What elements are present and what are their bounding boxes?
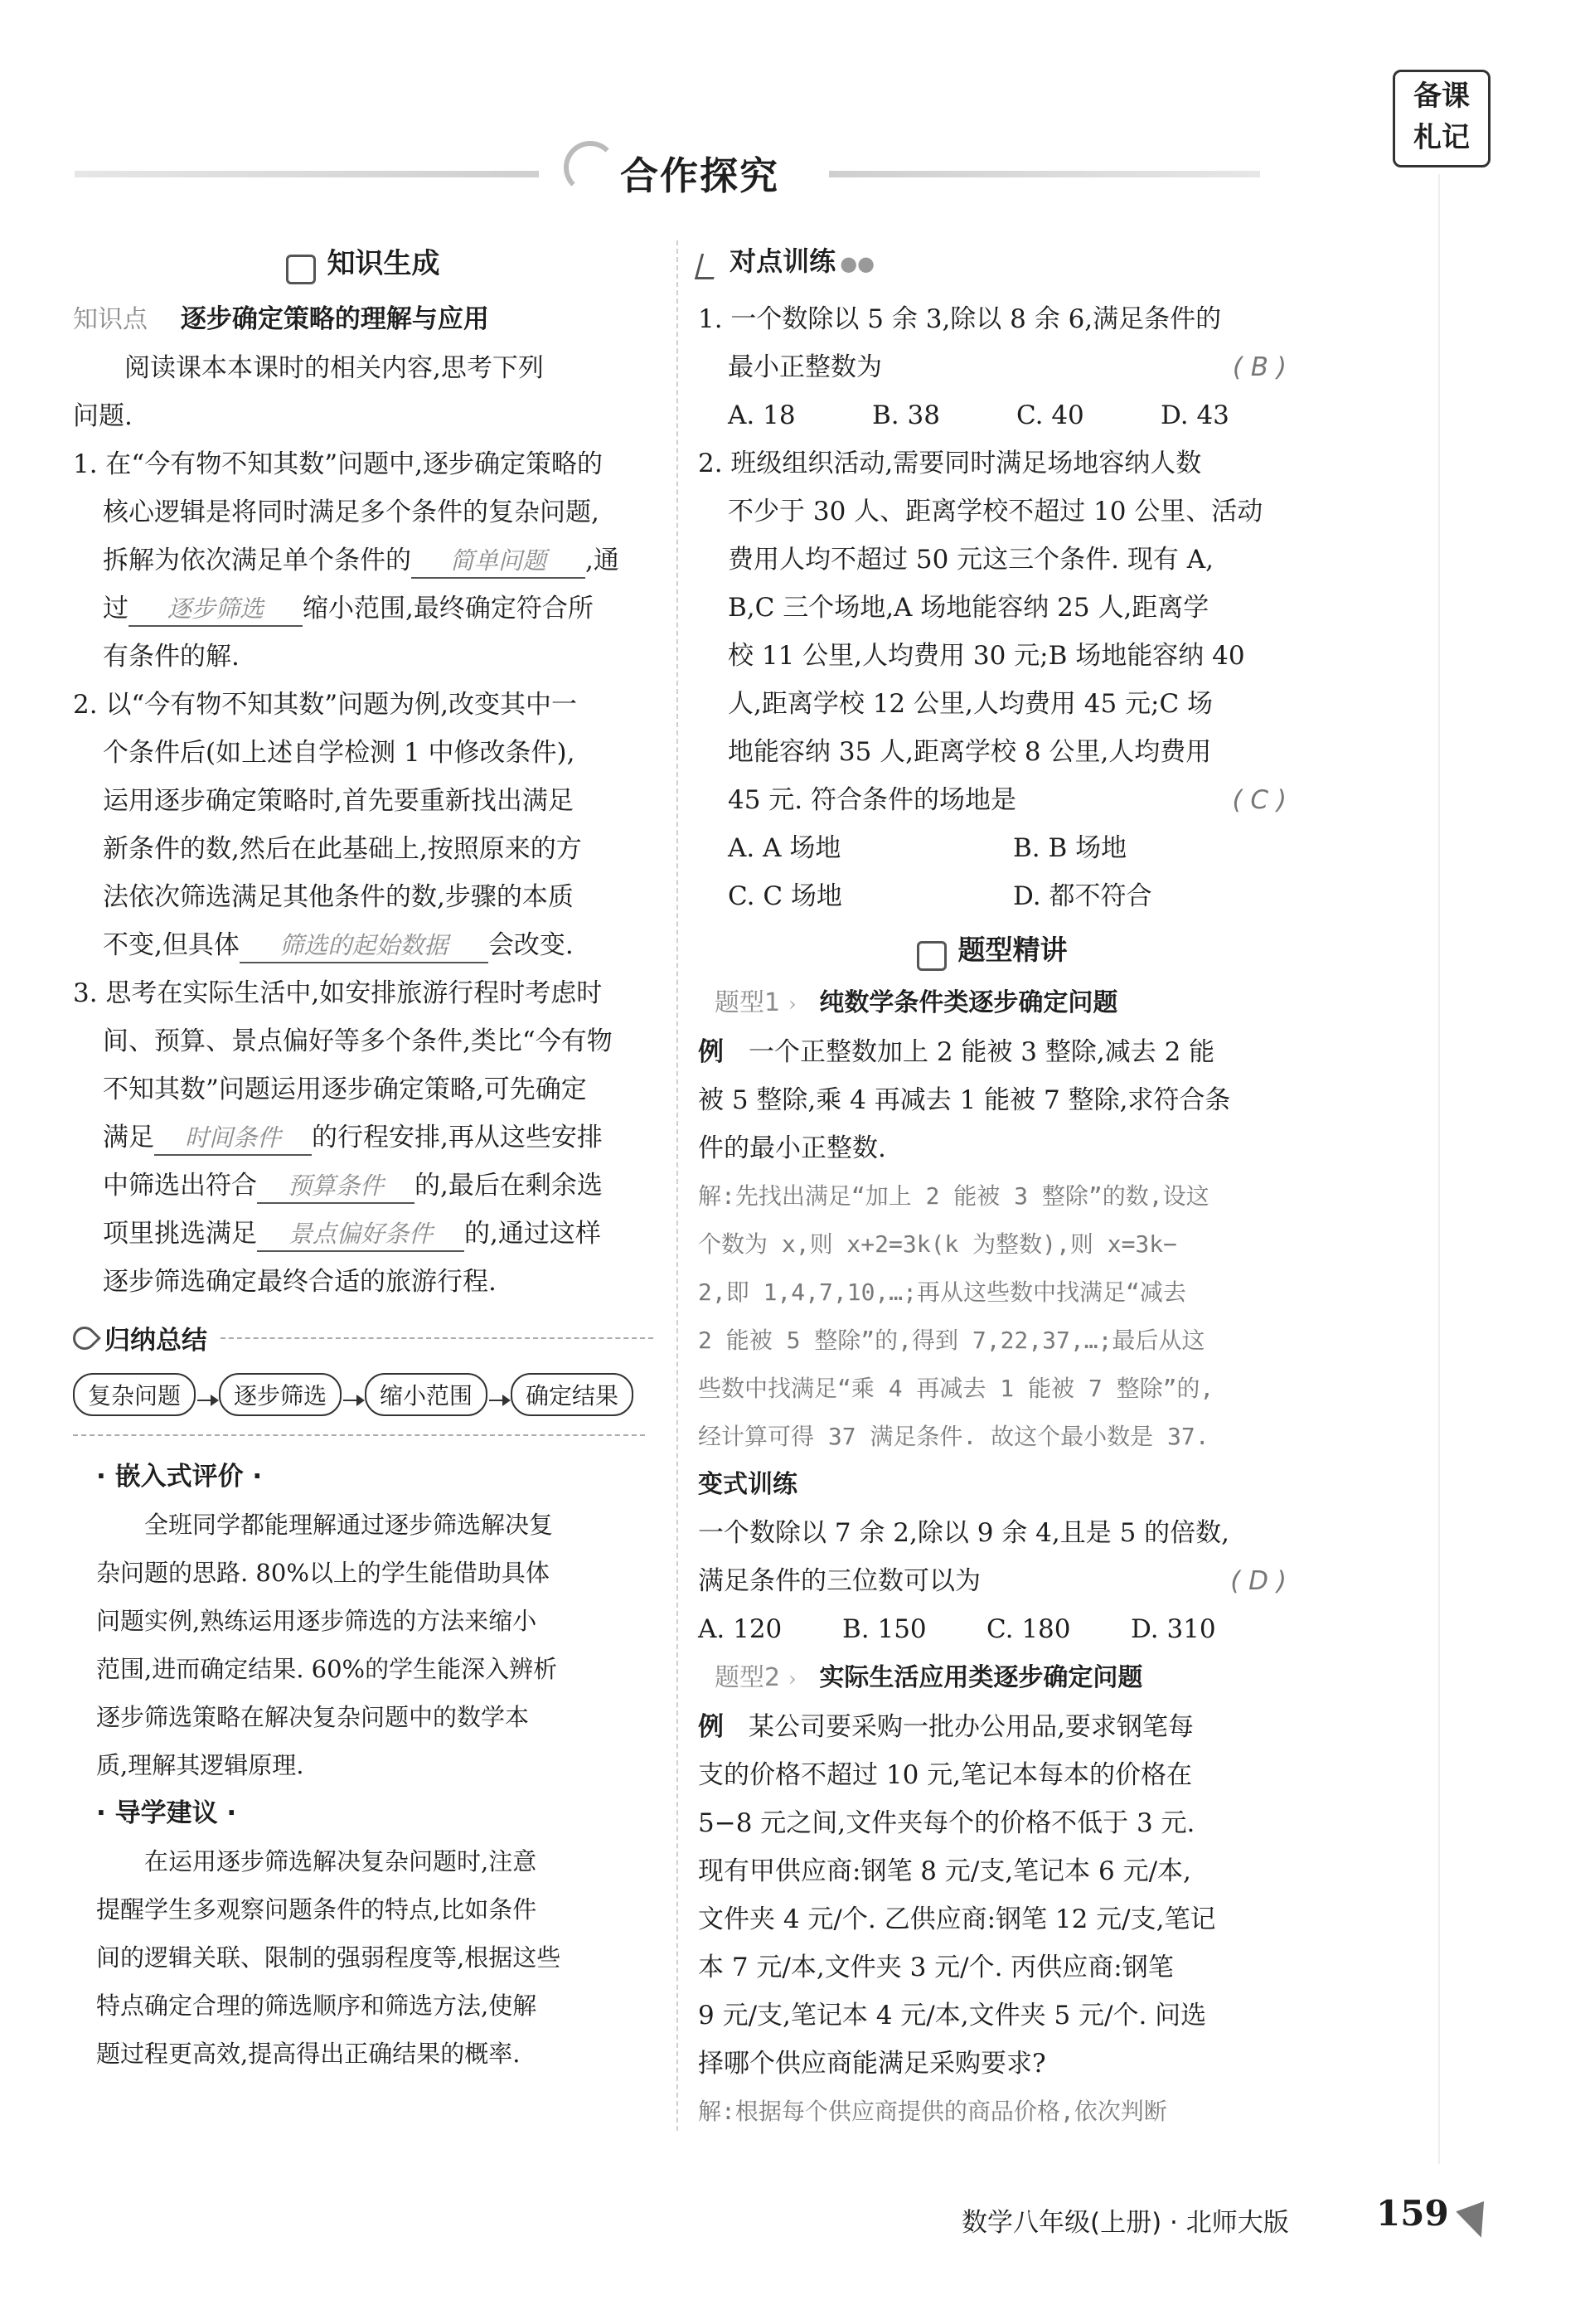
header-rule-right: [829, 171, 1260, 177]
q2-line-5: 法依次筛选满足其他条件的数,步骤的本质: [103, 882, 574, 912]
practice-header: [698, 240, 1287, 290]
variant-line-1: 一个数除以 7 余 2,除以 9 余 4,且是 5 的倍数,: [698, 1518, 1230, 1548]
summary-title: 归纳总结: [104, 1326, 207, 1356]
evaluation-line-5: 逐步筛选策略在解决复杂问题中的数学本: [96, 1703, 530, 1731]
intro-line-1: 阅读课本本课时的相关内容,思考下列: [124, 353, 544, 383]
variant-option-d: D. 310: [1131, 1614, 1216, 1644]
summary-top-rule: [221, 1337, 653, 1339]
p1-option-d: D. 43: [1161, 400, 1229, 430]
example1-line-3: 件的最小正整数.: [698, 1133, 886, 1163]
p2-line-7: 地能容纳 35 人,距离学校 8 公里,人均费用: [728, 737, 1212, 767]
example2-line-3: 5−8 元之间,文件夹每个的价格不低于 3 元.: [698, 1808, 1195, 1838]
p1-options: [698, 391, 1287, 439]
p2-line-4: B,C 三个场地,A 场地能容纳 25 人,距离学: [728, 593, 1209, 623]
notes-badge-line1: 备课: [1413, 80, 1470, 113]
q1-line-4: [73, 585, 653, 633]
q2-line-6-b: 会改变.: [487, 930, 574, 960]
knowledge-point-heading: [73, 295, 653, 344]
knowledge-section-header: [73, 240, 653, 290]
p2-line-8-text: 45 元. 符合条件的场地是: [728, 785, 1017, 815]
solution1-line-6: 经计算可得 37 满足条件. 故这个最小数是 37.: [698, 1423, 1209, 1450]
q1-line-5: 有条件的解.: [103, 642, 240, 672]
p2-line-2: 不少于 30 人、距离学校不超过 10 公里、活动: [728, 497, 1263, 526]
q2-line-3: 运用逐步确定策略时,首先要重新找出满足: [103, 786, 574, 816]
solution1-line-1: 解:先找出满足“加上 2 能被 3 整除”的数,设这: [698, 1182, 1209, 1210]
q1-line-4-b: 缩小范围,最终确定符合所: [303, 594, 594, 623]
evaluation-line-1: 全班同学都能理解通过逐步筛选解决复: [144, 1511, 554, 1539]
solution1-line-4: 2 能被 5 整除”的,得到 7,22,37,…;最后从这: [698, 1327, 1205, 1354]
q1-line-3-b: ,通: [585, 546, 619, 575]
q3-blank-3[interactable]: 景点偏好条件: [257, 1217, 464, 1252]
question-2: [73, 681, 653, 969]
evaluation-line-3: 问题实例,熟练运用逐步筛选的方法来缩小: [96, 1607, 537, 1635]
example2-line-2: 支的价格不超过 10 元,笔记本每本的价格在: [698, 1760, 1193, 1790]
knowledge-point-tag: 知识点: [73, 305, 148, 334]
p1-line-1: 1. 一个数除以 5 余 3,除以 8 余 6,满足条件的: [698, 304, 1222, 334]
practice-2: [698, 439, 1287, 920]
type1-heading: [698, 978, 1287, 1028]
q3-line-5-b: 的,最后在剩余选: [414, 1171, 603, 1201]
p2-options-row-1: [698, 824, 1287, 872]
example2-line-5: 文件夹 4 元/个. 乙供应商:钢笔 12 元/支,笔记: [698, 1904, 1216, 1934]
practice-1: [698, 295, 1287, 439]
q3-line-4: [73, 1113, 653, 1162]
chevron-right-icon: ›: [788, 992, 797, 1016]
variant-option-a: A. 120: [698, 1614, 783, 1644]
suggestion-line-3: 间的逻辑关联、限制的强弱程度等,根据这些: [96, 1943, 561, 1972]
suggestion-title: · 导学建议 ·: [96, 1798, 237, 1828]
p1-line-2: [698, 343, 1287, 391]
solution2-line-1: 解:根据每个供应商提供的商品价格,依次判断: [698, 2098, 1167, 2125]
q1-line-4-a: 过: [103, 594, 128, 623]
left-column: [73, 240, 653, 2078]
corner-arrow-icon: [1456, 2201, 1495, 2243]
p2-options-row-2: [698, 872, 1287, 920]
variant-option-c: C. 180: [986, 1614, 1071, 1644]
solution1-line-2: 个数为 x,则 x+2=3k(k 为整数),则 x=3k−: [698, 1230, 1178, 1258]
p1-option-b: B. 38: [872, 400, 940, 430]
p1-option-a: A. 18: [728, 400, 796, 430]
chevron-right-icon: ›: [788, 1667, 797, 1691]
p1-option-c: C. 40: [1016, 400, 1084, 430]
evaluation-line-6: 质,理解其逻辑原理.: [96, 1751, 304, 1779]
page-number: 159: [1376, 2193, 1449, 2234]
q2-line-2: 个条件后(如上述自学检测 1 中修改条件),: [103, 738, 575, 768]
suggestion-line-5: 题过程更高效,提高得出正确结果的概率.: [96, 2040, 521, 2068]
q3-blank-2[interactable]: 预算条件: [257, 1169, 414, 1204]
p2-line-8: [698, 776, 1287, 824]
q3-line-2: 间、预算、景点偏好等多个条件,类比“今有物: [103, 1026, 613, 1056]
knowledge-point-title: 逐步确定策略的理解与应用: [180, 304, 489, 334]
q1-blank-2[interactable]: 逐步筛选: [128, 592, 303, 627]
q2-line-6-a: 不变,但具体: [103, 930, 240, 960]
suggestion-line-2: 提醒学生多观察问题条件的特点,比如条件: [96, 1895, 537, 1924]
p2-line-1: 2. 班级组织活动,需要同时满足场地容纳人数: [698, 449, 1202, 478]
q3-line-6-a: 项里挑选满足: [103, 1219, 257, 1249]
example2-label: 例: [698, 1712, 724, 1742]
suggestion-line-4: 特点确定合理的筛选顺序和筛选方法,使解: [96, 1992, 537, 2020]
solution1-line-3: 2,即 1,4,7,10,…;再从这些数中找满足“减去: [698, 1278, 1186, 1306]
example1-label: 例: [698, 1037, 724, 1067]
knowledge-section-title: 知识生成: [327, 247, 440, 280]
p1-line-2-text: 最小正整数为: [728, 352, 882, 382]
p2-line-3: 费用人均不超过 50 元这三个条件. 现有 A,: [728, 545, 1214, 575]
dots-icon: ●●: [840, 252, 875, 275]
right-column: [698, 240, 1287, 2136]
embedded-evaluation: [73, 1453, 653, 1789]
type1-tag: 题型1: [715, 988, 781, 1017]
types-title: 题型精讲: [957, 934, 1068, 966]
variant-line-2: [698, 1557, 1287, 1605]
flow-step-3: 缩小范围: [365, 1373, 487, 1416]
q1-blank-1[interactable]: 简单问题: [411, 544, 585, 579]
types-header: [698, 929, 1287, 978]
p2-option-d: D. 都不符合: [1013, 881, 1152, 911]
q1-line-3: [73, 536, 653, 585]
flow-step-2: 逐步筛选: [219, 1373, 342, 1416]
flow-arrow-icon: [489, 1400, 509, 1401]
p2-line-5: 校 11 公里,人均费用 30 元;B 场地能容纳 40: [728, 641, 1245, 671]
q3-line-4-b: 的行程安排,再从这些安排: [312, 1123, 603, 1152]
p2-option-b: B. B 场地: [1013, 833, 1127, 863]
q2-line-6: [73, 921, 653, 969]
notes-badge: [1393, 70, 1491, 167]
evaluation-title: · 嵌入式评价 ·: [96, 1462, 263, 1492]
q1-line-3-a: 拆解为依次满足单个条件的: [103, 546, 411, 575]
notes-badge-line2: 札记: [1413, 121, 1470, 154]
example1-line-1: [698, 1028, 1287, 1076]
q3-line-5-a: 中筛选出符合: [103, 1171, 257, 1201]
lectern-icon: [917, 941, 947, 971]
teaching-suggestion: [73, 1789, 653, 2078]
q3-line-6: [73, 1210, 653, 1258]
notebook-icon: [286, 255, 316, 284]
intro-line-2: 问题.: [73, 401, 133, 431]
example2-line-7: 9 元/支,笔记本 4 元/本,文件夹 5 元/个. 问选: [698, 2001, 1207, 2030]
column-divider: [676, 240, 678, 2131]
summary-header: [73, 1319, 653, 1356]
p2-option-a: A. A 场地: [728, 833, 841, 863]
type2-title: 实际生活应用类逐步确定问题: [819, 1663, 1143, 1692]
p2-line-6: 人,距离学校 12 公里,人均费用 45 元;C 场: [728, 689, 1214, 719]
example2-line-6: 本 7 元/本,文件夹 3 元/个. 丙供应商:钢笔: [698, 1953, 1174, 1982]
header-swirl-icon: [564, 141, 617, 194]
page-title: 合作探究: [620, 153, 779, 198]
example2-line-4: 现有甲供应商:钢笔 8 元/支,笔记本 6 元/本,: [698, 1856, 1191, 1886]
example2-line-1: [698, 1703, 1287, 1751]
summary-flow: [73, 1373, 653, 1416]
header-rule-left: [75, 171, 539, 177]
q3-line-1: 3. 思考在实际生活中,如安排旅游行程时考虑时: [73, 978, 603, 1008]
pencil-icon: [68, 1322, 101, 1355]
variant-title: 变式训练: [698, 1470, 797, 1499]
flow-step-4: 确定结果: [511, 1373, 633, 1416]
notes-column-rule: [1438, 174, 1440, 2164]
solution1-line-5: 些数中找满足“乘 4 再减去 1 能被 7 整除”的,: [698, 1375, 1214, 1402]
practice-title: 对点训练: [730, 245, 836, 277]
flow-step-1: 复杂问题: [73, 1373, 196, 1416]
question-3: [73, 969, 653, 1306]
summary-bottom-rule: [73, 1434, 645, 1436]
footer-book-title: 数学八年级(上册) · 北师大版: [962, 2208, 1289, 2238]
variant-line-2-text: 满足条件的三位数可以为: [698, 1566, 981, 1596]
variant-option-b: B. 150: [842, 1614, 927, 1644]
q1-line-1: 1. 在“今有物不知其数”问题中,逐步确定策略的: [73, 449, 603, 479]
example1-line-1-text: 一个正整数加上 2 能被 3 整除,减去 2 能: [749, 1037, 1215, 1067]
evaluation-line-4: 范围,进而确定结果. 60%的学生能深入辨析: [96, 1655, 558, 1683]
q1-line-2: 核心逻辑是将同时满足多个条件的复杂问题,: [103, 497, 599, 527]
evaluation-line-2: 杂问题的思路. 80%以上的学生能借助具体: [96, 1559, 550, 1587]
variant-answer: ( D ): [1230, 1566, 1287, 1596]
suggestion-line-1: 在运用逐步筛选解决复杂问题时,注意: [144, 1847, 537, 1875]
q2-blank[interactable]: 筛选的起始数据: [240, 929, 488, 963]
q3-blank-1[interactable]: 时间条件: [154, 1121, 312, 1156]
flow-arrow-icon: [343, 1400, 363, 1401]
example1-line-2: 被 5 整除,乘 4 再减去 1 能被 7 整除,求符合条: [698, 1085, 1231, 1115]
type2-heading: [698, 1653, 1287, 1703]
p2-option-c: C. C 场地: [728, 881, 842, 911]
q3-line-5: [73, 1162, 653, 1210]
p1-answer: ( B ): [1232, 352, 1287, 382]
check-pencil-icon: [695, 254, 720, 279]
type2-tag: 题型2: [715, 1663, 781, 1692]
type1-title: 纯数学条件类逐步确定问题: [819, 988, 1118, 1017]
example2-line-8: 择哪个供应商能满足采购要求?: [698, 2049, 1046, 2079]
example2-line-1-text: 某公司要采购一批办公用品,要求钢笔每: [749, 1712, 1194, 1742]
q3-line-3: 不知其数”问题运用逐步确定策略,可先确定: [103, 1075, 587, 1104]
flow-arrow-icon: [197, 1400, 217, 1401]
q2-line-4: 新条件的数,然后在此基础上,按照原来的方: [103, 834, 582, 864]
q3-line-4-a: 满足: [103, 1123, 154, 1152]
summary-box: [73, 1319, 653, 1436]
question-1: [73, 440, 653, 681]
p2-answer: ( C ): [1232, 785, 1287, 815]
q2-line-1: 2. 以“今有物不知其数”问题为例,改变其中一: [73, 690, 577, 720]
q3-line-7: 逐步筛选确定最终合适的旅游行程.: [103, 1267, 497, 1297]
q3-line-6-b: 的,通过这样: [464, 1219, 601, 1249]
variant-options: [698, 1605, 1287, 1653]
